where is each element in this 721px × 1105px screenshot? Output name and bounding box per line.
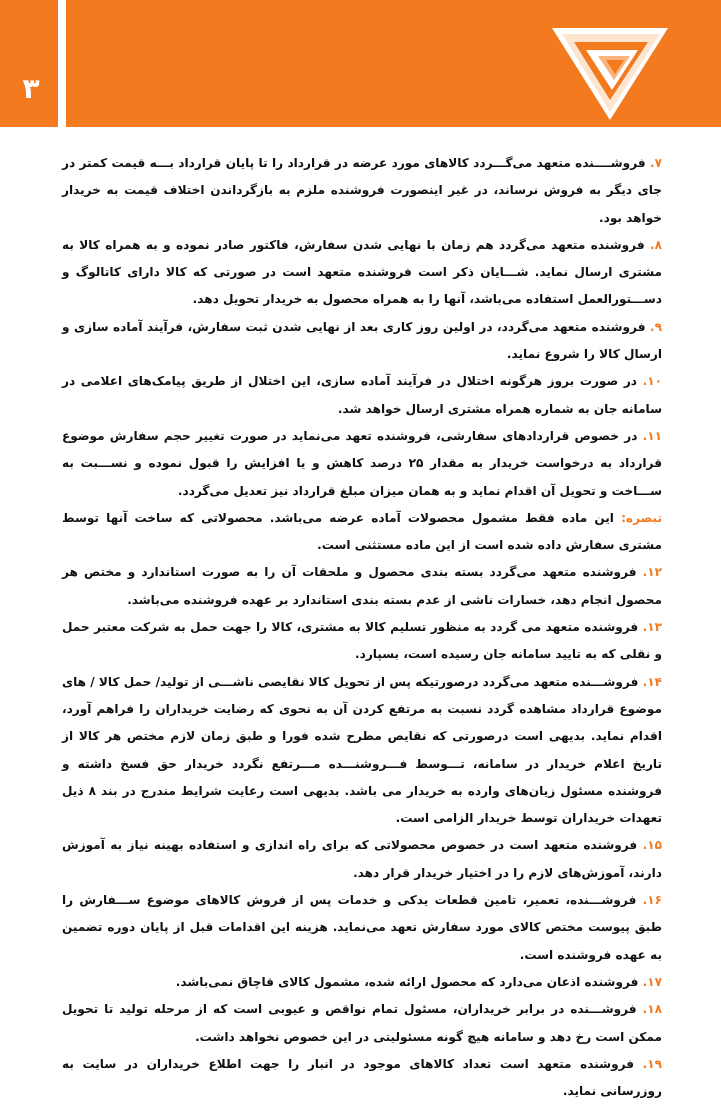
list-item [62,232,662,314]
item-number: ۹. [650,319,662,334]
item-number: ۸. [650,237,662,252]
triangle-logo-icon [548,20,672,122]
item-number: ۱۶. [642,893,662,908]
item-number: ۱۰. [642,374,662,389]
item-text: فروشـــنده متعهد می‌گردد درصورتیکه پس از تحویل کالا نقایصی ناشـــی از تولید/ حمل کالا / های موضوع قرارداد مشاهده گردد نسبت به مرتفع کردن آن به نحوی که رضایت خریداران را فراهم آورد، اقدام نماید. بدیهی است درصورتی که نقایص مطرح شده فورا و طبق زمان لازم مختص هر کالا از تاریخ اعلام خریدار در سامانه، تـــوسط فـــروشنـــده مـــرتفع نگردد خریدار حق فسخ داشته و فروشنده مسئول زیان‌های وارده به خریدار می باشد. بدیهی است رعایت شرایط مندرج در بند ۸ ذیل تعهدات خریداران توسط خریدار الزامی است. [62,674,662,826]
item-number: ۱۲. [642,565,662,580]
terms-list [62,150,662,1105]
list-item [62,669,662,833]
list-item [62,887,662,969]
list-item [62,559,662,614]
item-number: ۷. [650,156,662,170]
item-text: فروشنده متعهد است در خصوص محصولاتی که برای راه اندازی و استفاده بهینه نیاز به آموزش دارند، آموزش‌های لازم را در اختیار خریدار قرار دهد. [62,838,662,880]
item-number: ۱۷. [642,974,662,989]
item-number: ۱۴. [642,674,663,689]
item-number: ۱۵. [642,838,662,853]
item-text: فروشـــنده در برابر خریداران، مسئول تمام نواقص و عیوبی است که از مرحله تولید تا تحویل ممکن است رخ دهد و سامانه هیچ گونه مسئولیتی در این خصوص نخواهد داشت. [62,1002,662,1044]
item-text: فروشـــنده، تعمیر، تامین قطعات یدکی و خدمات پس از فروش کالاهای موضوع ســـفارش را طبق پیوست مختص کالای مورد سفارش تعهد می‌نماید. هزینه این اقدامات قبل از پایان دوره تضمین به عهده فروشنده است. [62,893,662,962]
list-item [62,614,662,669]
page-header [0,0,721,127]
item-text: در صورت بروز هرگونه اختلال در فرآیند آماده سازی، این اختلال از طریق پیامک‌های اعلامی در سامانه جان به شماره همراه مشتری ارسال خواهد شد. [62,374,662,416]
page-number: ۳ [22,72,40,105]
item-number: ۱۳. [642,620,662,635]
list-item [62,996,662,1051]
item-text: فروشنده متعهد می‌گردد، در اولین روز کاری بعد از نهایی شدن ثبت سفارش، فرآیند آماده سازی و ارسال کالا را شروع نماید. [62,319,662,362]
list-item [62,1051,662,1105]
note-text: این ماده فقط مشمول محصولات آماده عرضه می‌باشد. محصولاتی که ساخت آنها توسط مشتری سفارش داده شده است از این ماده مستثنی است. [62,510,662,553]
note-item [62,505,662,560]
list-item [62,423,662,505]
note-label: تبصره: [621,510,662,525]
list-item [62,150,662,232]
list-item [62,314,662,369]
list-item [62,969,662,996]
header-divider [58,0,66,127]
item-number: ۱۱. [642,428,662,443]
item-text: در خصوص قراردادهای سفارشی، فروشنده تعهد می‌نماید در صورت تغییر حجم سفارش موضوع قرارداد به درخواست خریدار به مقدار ۲۵ درصد کاهش و یا افزایش را قبول نموده و نســـبت به ســـاخت و تحویل آن اقدام نماید و به همان میزان مبلغ قرارداد نیز تعدیل می‌گردد. [62,428,662,498]
item-text: فروشــــنده متعهد می‌گـــردد کالاهای مورد عرضه در قرارداد را تا پایان قرارداد بـــه قیمت کمتر در جای دیگر به فروش نرساند، در غیر اینصورت فروشنده ملزم به بازگرداندن اختلاف قیمت به خریدار خواهد بود. [62,156,662,225]
item-text: فروشنده متعهد می‌گردد بسته بندی محصول و ملحقات آن را به صورت استاندارد و مختص هر محصول انجام دهد، خسارات ناشی از عدم بسته بندی استاندارد بر عهده فروشنده می‌باشد. [62,565,662,607]
item-text: فروشنده اذعان می‌دارد که محصول ارائه شده، مشمول کالای قاچاق نمی‌باشد. [175,974,639,989]
item-text: فروشنده متعهد است تعداد کالاهای موجود در انبار را جهت اطلاع خریداران در سایت به روزرسانی نماید. [62,1056,662,1099]
list-item [62,832,662,887]
list-item [62,368,662,423]
item-number: ۱۸. [642,1002,662,1017]
item-number: ۱۹. [642,1056,662,1071]
item-text: فروشنده متعهد می‌گردد هم زمان با نهایی شدن سفارش، فاکتور صادر نموده و به همراه کالا به مشتری ارسال نماید. شـــایان ذکر است فروشنده متعهد است در صورتی که کالا دارای کاتالوگ و دســـتورالعمل استفاده می‌باشد، آنها را به همراه محصول به خریدار تحویل دهد. [62,237,662,307]
item-text: فروشنده متعهد می گردد به منظور تسلیم کالا به مشتری، کالا را جهت حمل به شرکت معتبر حمل و نقلی که به تایید سامانه جان رسیده است، بسپارد. [62,620,662,662]
